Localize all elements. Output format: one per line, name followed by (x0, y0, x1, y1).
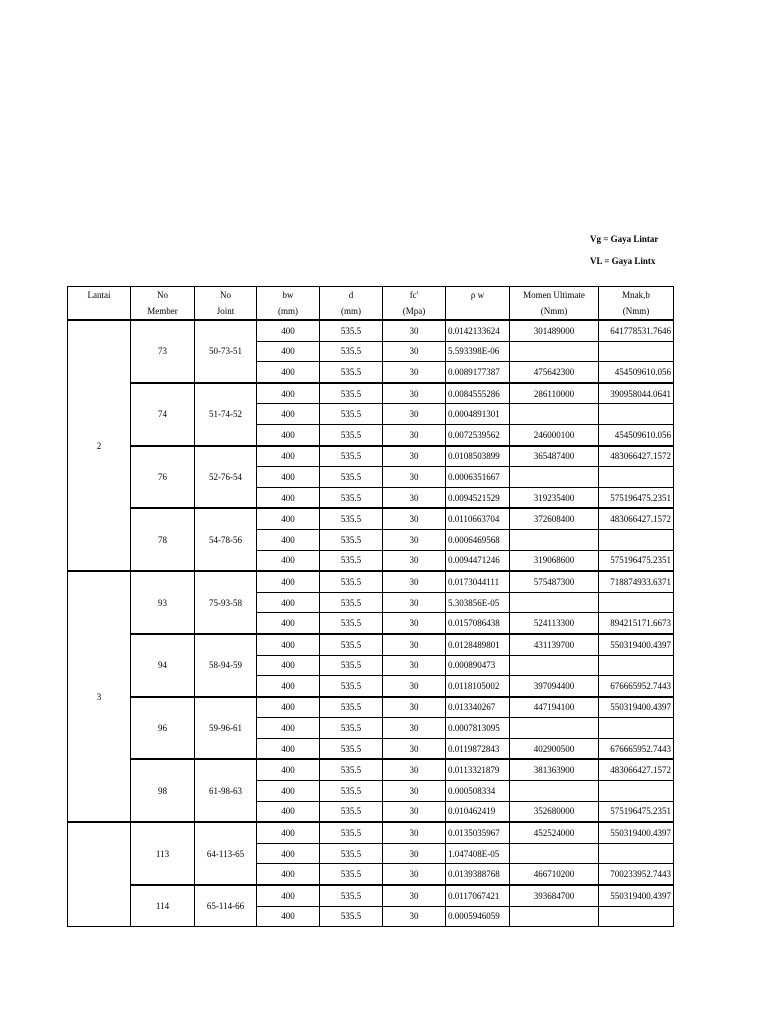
header-d-unit: (mm) (320, 303, 383, 320)
cell-lantai: 2 (68, 320, 131, 571)
cell-rho: 0.000890473 (446, 655, 510, 676)
cell-rho: 5.593398E-06 (446, 341, 510, 362)
cell-mnak (599, 592, 674, 613)
cell-rho: 0.0084555286 (446, 383, 510, 404)
cell-member: 114 (131, 885, 195, 927)
cell-mnak: 390958044.0641 (599, 383, 674, 404)
cell-momen-ultimate (510, 467, 599, 488)
cell-bw: 400 (257, 550, 320, 571)
cell-bw: 400 (257, 801, 320, 822)
cell-member: 78 (131, 508, 195, 571)
cell-bw: 400 (257, 822, 320, 843)
cell-fc: 30 (383, 718, 446, 739)
cell-fc: 30 (383, 341, 446, 362)
note-vg: Vg = Gaya Lintar (590, 234, 659, 244)
cell-mnak (599, 404, 674, 425)
cell-fc: 30 (383, 801, 446, 822)
cell-rho: 0.0007813095 (446, 718, 510, 739)
header-fc: fc' (383, 287, 446, 304)
cell-fc: 30 (383, 446, 446, 467)
cell-bw: 400 (257, 320, 320, 341)
cell-d: 535.5 (320, 885, 383, 906)
cell-bw: 400 (257, 906, 320, 927)
cell-member: 76 (131, 446, 195, 509)
cell-mnak: 894215171.6673 (599, 613, 674, 634)
table-row (68, 822, 674, 843)
cell-momen-ultimate: 319235400 (510, 487, 599, 508)
cell-rho: 0.0089177387 (446, 362, 510, 383)
cell-d: 535.5 (320, 655, 383, 676)
cell-fc: 30 (383, 781, 446, 802)
cell-joint: 52-76-54 (195, 446, 257, 509)
header-row-1 (68, 287, 674, 304)
cell-rho: 0.0117067421 (446, 885, 510, 906)
cell-fc: 30 (383, 320, 446, 341)
cell-momen-ultimate: 475642300 (510, 362, 599, 383)
cell-joint: 58-94-59 (195, 634, 257, 697)
cell-joint: 65-114-66 (195, 885, 257, 927)
cell-fc: 30 (383, 906, 446, 927)
legend-notes (590, 232, 760, 276)
cell-rho: 0.0157086438 (446, 613, 510, 634)
cell-mnak: 550319400.4397 (599, 885, 674, 906)
cell-mnak: 483066427.1572 (599, 446, 674, 467)
header-bw-unit: (mm) (257, 303, 320, 320)
cell-member: 93 (131, 571, 195, 634)
cell-rho: 5.303856E-05 (446, 592, 510, 613)
cell-mnak (599, 781, 674, 802)
cell-d: 535.5 (320, 529, 383, 550)
cell-mnak (599, 467, 674, 488)
cell-member: 74 (131, 383, 195, 446)
cell-momen-ultimate: 319068600 (510, 550, 599, 571)
header-mu-unit: (Nmm) (510, 303, 599, 320)
cell-d: 535.5 (320, 341, 383, 362)
header-joint-label: Joint (195, 303, 257, 320)
cell-rho: 0.0135035967 (446, 822, 510, 843)
cell-bw: 400 (257, 446, 320, 467)
table-row (68, 320, 674, 341)
cell-joint: 59-96-61 (195, 697, 257, 760)
cell-momen-ultimate: 402900500 (510, 738, 599, 759)
cell-momen-ultimate: 466710200 (510, 864, 599, 885)
cell-fc: 30 (383, 404, 446, 425)
beam-data-table (67, 286, 674, 927)
cell-momen-ultimate: 393684700 (510, 885, 599, 906)
cell-rho: 0.0006351667 (446, 467, 510, 488)
cell-d: 535.5 (320, 759, 383, 780)
cell-rho: 0.0173044111 (446, 571, 510, 592)
cell-momen-ultimate: 286110000 (510, 383, 599, 404)
cell-bw: 400 (257, 781, 320, 802)
cell-fc: 30 (383, 424, 446, 445)
cell-momen-ultimate: 524113300 (510, 613, 599, 634)
cell-bw: 400 (257, 341, 320, 362)
cell-bw: 400 (257, 718, 320, 739)
cell-momen-ultimate (510, 843, 599, 864)
cell-d: 535.5 (320, 781, 383, 802)
cell-joint: 75-93-58 (195, 571, 257, 634)
cell-fc: 30 (383, 634, 446, 655)
cell-momen-ultimate: 452524000 (510, 822, 599, 843)
cell-rho: 0.0110663704 (446, 508, 510, 529)
cell-fc: 30 (383, 508, 446, 529)
header-bw: bw (257, 287, 320, 304)
cell-bw: 400 (257, 508, 320, 529)
cell-momen-ultimate: 352680000 (510, 801, 599, 822)
cell-momen-ultimate (510, 655, 599, 676)
cell-momen-ultimate: 431139700 (510, 634, 599, 655)
cell-mnak (599, 843, 674, 864)
cell-d: 535.5 (320, 613, 383, 634)
cell-bw: 400 (257, 529, 320, 550)
cell-momen-ultimate (510, 529, 599, 550)
cell-fc: 30 (383, 550, 446, 571)
cell-mnak: 550319400.4397 (599, 822, 674, 843)
header-rho: ρ w (446, 287, 510, 304)
cell-bw: 400 (257, 885, 320, 906)
cell-rho: 0.0113321879 (446, 759, 510, 780)
header-d: d (320, 287, 383, 304)
table-row (68, 697, 674, 718)
cell-fc: 30 (383, 362, 446, 383)
cell-fc: 30 (383, 467, 446, 488)
cell-fc: 30 (383, 655, 446, 676)
cell-lantai (68, 822, 131, 926)
header-mnak-unit: (Nmm) (599, 303, 674, 320)
header-lantai-unit (68, 303, 131, 320)
cell-fc: 30 (383, 676, 446, 697)
cell-fc: 30 (383, 843, 446, 864)
cell-bw: 400 (257, 592, 320, 613)
cell-mnak: 550319400.4397 (599, 634, 674, 655)
cell-rho: 0.0118105002 (446, 676, 510, 697)
cell-fc: 30 (383, 822, 446, 843)
cell-mnak: 483066427.1572 (599, 508, 674, 529)
cell-bw: 400 (257, 738, 320, 759)
cell-momen-ultimate: 447194100 (510, 697, 599, 718)
cell-fc: 30 (383, 759, 446, 780)
cell-momen-ultimate (510, 404, 599, 425)
header-momen-ultimate: Momen Ultimate (510, 287, 599, 304)
cell-member: 94 (131, 634, 195, 697)
cell-d: 535.5 (320, 697, 383, 718)
cell-d: 535.5 (320, 508, 383, 529)
cell-mnak: 700233952.7443 (599, 864, 674, 885)
cell-d: 535.5 (320, 362, 383, 383)
cell-bw: 400 (257, 655, 320, 676)
cell-mnak: 575196475.2351 (599, 487, 674, 508)
cell-fc: 30 (383, 592, 446, 613)
cell-d: 535.5 (320, 676, 383, 697)
cell-rho: 0.0119872843 (446, 738, 510, 759)
cell-d: 535.5 (320, 383, 383, 404)
cell-momen-ultimate: 575487300 (510, 571, 599, 592)
cell-joint: 54-78-56 (195, 508, 257, 571)
cell-bw: 400 (257, 383, 320, 404)
cell-member: 113 (131, 822, 195, 885)
header-lantai: Lantai (68, 287, 131, 304)
cell-member: 96 (131, 697, 195, 760)
cell-mnak: 575196475.2351 (599, 550, 674, 571)
cell-mnak: 641778531.7646 (599, 320, 674, 341)
header-mnak: Mnak,b (599, 287, 674, 304)
table-row (68, 885, 674, 906)
cell-mnak: 454509610.056 (599, 424, 674, 445)
cell-joint: 64-113-65 (195, 822, 257, 885)
cell-fc: 30 (383, 864, 446, 885)
cell-member: 73 (131, 320, 195, 383)
cell-rho: 0.0128489801 (446, 634, 510, 655)
cell-momen-ultimate: 365487400 (510, 446, 599, 467)
table-row (68, 571, 674, 592)
cell-mnak (599, 529, 674, 550)
cell-d: 535.5 (320, 718, 383, 739)
cell-fc: 30 (383, 529, 446, 550)
cell-bw: 400 (257, 424, 320, 445)
cell-momen-ultimate: 381363900 (510, 759, 599, 780)
header-row-2 (68, 303, 674, 320)
cell-rho: 0.000508334 (446, 781, 510, 802)
cell-bw: 400 (257, 759, 320, 780)
cell-momen-ultimate: 301489000 (510, 320, 599, 341)
cell-d: 535.5 (320, 822, 383, 843)
cell-rho: 0.0005946059 (446, 906, 510, 927)
cell-fc: 30 (383, 613, 446, 634)
cell-d: 535.5 (320, 467, 383, 488)
cell-bw: 400 (257, 571, 320, 592)
cell-momen-ultimate: 246000100 (510, 424, 599, 445)
cell-mnak: 483066427.1572 (599, 759, 674, 780)
cell-fc: 30 (383, 487, 446, 508)
table-body (68, 320, 674, 927)
cell-momen-ultimate (510, 718, 599, 739)
cell-d: 535.5 (320, 320, 383, 341)
cell-joint: 51-74-52 (195, 383, 257, 446)
cell-rho: 0.013340267 (446, 697, 510, 718)
cell-d: 535.5 (320, 634, 383, 655)
cell-bw: 400 (257, 843, 320, 864)
cell-bw: 400 (257, 487, 320, 508)
header-member-label: Member (131, 303, 195, 320)
cell-mnak (599, 655, 674, 676)
cell-rho: 0.0094521529 (446, 487, 510, 508)
cell-bw: 400 (257, 676, 320, 697)
cell-fc: 30 (383, 383, 446, 404)
cell-rho: 0.010462419 (446, 801, 510, 822)
cell-d: 535.5 (320, 906, 383, 927)
cell-mnak: 550319400.4397 (599, 697, 674, 718)
cell-mnak: 676665952.7443 (599, 676, 674, 697)
header-fc-unit: (Mpa) (383, 303, 446, 320)
cell-d: 535.5 (320, 487, 383, 508)
cell-d: 535.5 (320, 571, 383, 592)
cell-momen-ultimate (510, 341, 599, 362)
cell-d: 535.5 (320, 738, 383, 759)
cell-fc: 30 (383, 571, 446, 592)
cell-rho: 0.0142133624 (446, 320, 510, 341)
cell-momen-ultimate: 372608400 (510, 508, 599, 529)
cell-d: 535.5 (320, 843, 383, 864)
table-row (68, 759, 674, 780)
cell-mnak (599, 906, 674, 927)
cell-mnak: 676665952.7443 (599, 738, 674, 759)
cell-mnak (599, 341, 674, 362)
cell-bw: 400 (257, 613, 320, 634)
cell-fc: 30 (383, 738, 446, 759)
cell-d: 535.5 (320, 592, 383, 613)
cell-rho: 0.0094471246 (446, 550, 510, 571)
cell-momen-ultimate (510, 906, 599, 927)
cell-rho: 1.047408E-05 (446, 843, 510, 864)
cell-lantai: 3 (68, 571, 131, 822)
cell-d: 535.5 (320, 550, 383, 571)
table-row (68, 508, 674, 529)
cell-momen-ultimate: 397094400 (510, 676, 599, 697)
table-row (68, 446, 674, 467)
cell-rho: 0.0006469568 (446, 529, 510, 550)
cell-mnak (599, 718, 674, 739)
cell-bw: 400 (257, 362, 320, 383)
note-vl: VL = Gaya Lintx (590, 256, 656, 266)
header-no-joint: No (195, 287, 257, 304)
cell-momen-ultimate (510, 781, 599, 802)
cell-d: 535.5 (320, 446, 383, 467)
cell-bw: 400 (257, 634, 320, 655)
cell-mnak: 718874933.6371 (599, 571, 674, 592)
table-row (68, 383, 674, 404)
cell-member: 98 (131, 759, 195, 822)
cell-bw: 400 (257, 697, 320, 718)
cell-joint: 50-73-51 (195, 320, 257, 383)
table-row (68, 634, 674, 655)
cell-rho: 0.0072539562 (446, 424, 510, 445)
cell-fc: 30 (383, 697, 446, 718)
cell-mnak: 575196475.2351 (599, 801, 674, 822)
cell-d: 535.5 (320, 404, 383, 425)
cell-d: 535.5 (320, 864, 383, 885)
cell-bw: 400 (257, 864, 320, 885)
cell-bw: 400 (257, 404, 320, 425)
cell-bw: 400 (257, 467, 320, 488)
cell-rho: 0.0108503899 (446, 446, 510, 467)
header-rho-unit (446, 303, 510, 320)
cell-rho: 0.0139388768 (446, 864, 510, 885)
cell-rho: 0.0004891301 (446, 404, 510, 425)
cell-fc: 30 (383, 885, 446, 906)
header-no-member: No (131, 287, 195, 304)
cell-d: 535.5 (320, 424, 383, 445)
cell-momen-ultimate (510, 592, 599, 613)
cell-d: 535.5 (320, 801, 383, 822)
cell-mnak: 454509610.056 (599, 362, 674, 383)
cell-joint: 61-98-63 (195, 759, 257, 822)
